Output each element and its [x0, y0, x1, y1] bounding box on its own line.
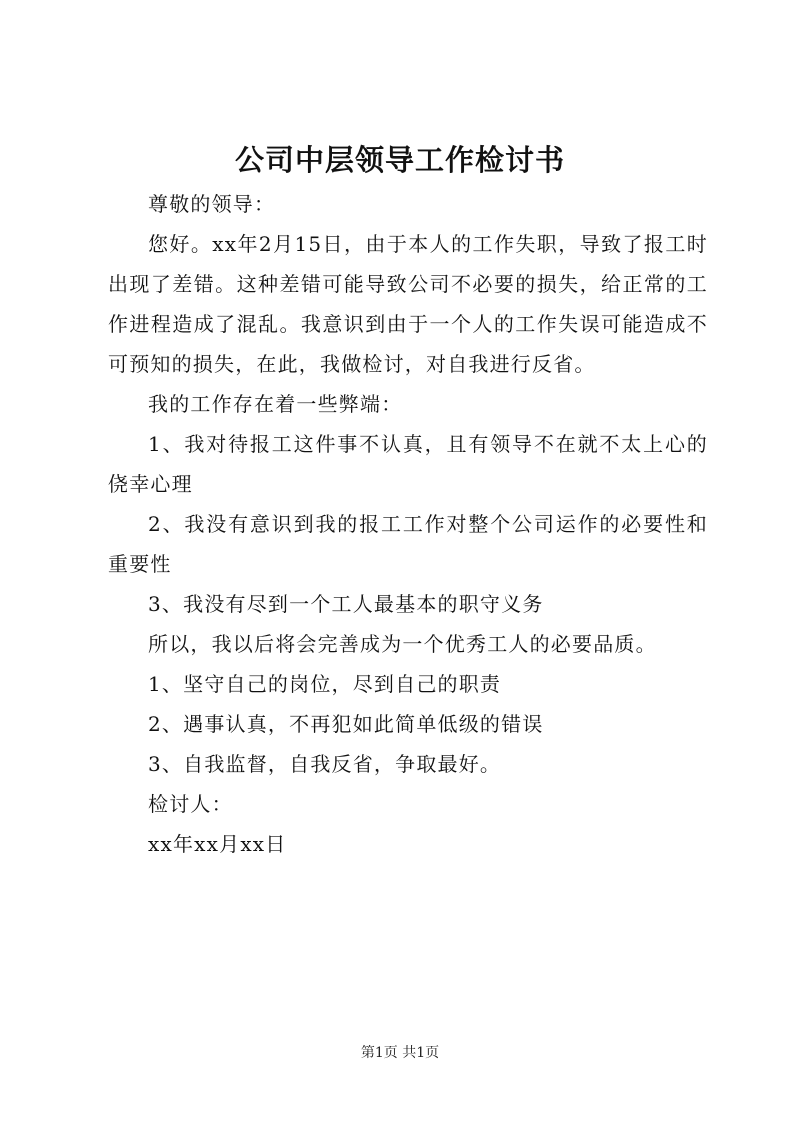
signature-label: 检讨人：	[148, 792, 233, 816]
document-body	[108, 184, 708, 864]
document-title: 公司中层领导工作检讨书	[234, 143, 565, 177]
resolution-item-1: 1、坚守自己的岗位，尽到自己的职责	[148, 672, 502, 696]
paragraph-issues-heading: 我的工作存在着一些弊端：	[148, 392, 403, 416]
issue-item-2: 2、我没有意识到我的报工工作对整个公司运作的必要性和重要性	[108, 512, 708, 576]
resolution-item-2: 2、遇事认真，不再犯如此简单低级的错误	[148, 712, 544, 736]
issue-item-3: 3、我没有尽到一个工人最基本的职守义务	[148, 592, 544, 616]
page-footer: 第1页 共1页	[360, 1045, 440, 1061]
paragraph-resolution: 所以，我以后将会完善成为一个优秀工人的必要品质。	[148, 632, 657, 656]
resolution-item-3: 3、自我监督，自我反省，争取最好。	[148, 752, 502, 776]
date-line: xx年xx月xx日	[148, 832, 287, 856]
salutation: 尊敬的领导：	[148, 192, 276, 216]
paragraph-intro: 您好。xx年2月15日，由于本人的工作失职，导致了报工时出现了差错。这种差错可能导致公司不必要的损失，给正常的工作进程造成了混乱。我意识到由于一个人的工作失误可能造成不可预知的损失，在此，我做检讨，对自我进行反省。	[108, 232, 708, 376]
issue-item-1: 1、我对待报工这件事不认真，且有领导不在就不太上心的侥幸心理	[108, 432, 708, 496]
